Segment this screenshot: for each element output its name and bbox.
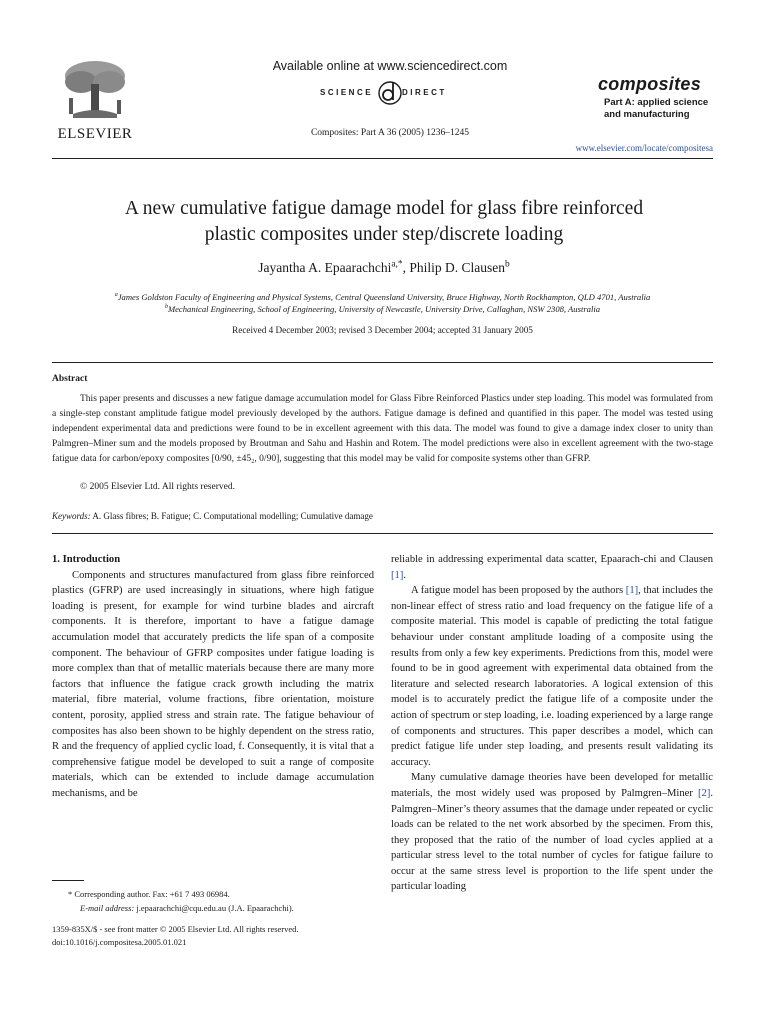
continued-text: reliable in addressing experimental data scatter, Epaarach-chi and Clausen: [391, 554, 713, 565]
article-title: [60, 196, 708, 248]
publisher-name: ELSEVIER: [57, 126, 133, 142]
abstract-copyright: © 2005 Elsevier Ltd. All rights reserved.: [80, 482, 235, 492]
email-label: E-mail address:: [80, 903, 135, 913]
author-separator: ,: [402, 260, 410, 275]
intro-paragraph-3: [391, 770, 713, 895]
journal-reference: Composites: Part A 36 (2005) 1236–1245: [310, 128, 470, 138]
journal-name: composites: [598, 74, 702, 94]
author1-affiliation-mark: a,*: [391, 259, 403, 270]
left-column: [52, 552, 374, 802]
section-heading-introduction: 1. Introduction: [52, 554, 121, 565]
tree-icon: [59, 58, 131, 124]
footnote-divider: [52, 880, 84, 881]
header-divider: [52, 158, 713, 159]
title-line-1: A new cumulative fatigue damage model for glass fibre reinforced: [124, 198, 644, 219]
keywords-label: Keywords:: [52, 511, 91, 521]
keywords-list: A. Glass fibres; B. Fatigue; C. Computational modelling; Cumulative damage: [90, 511, 373, 521]
title-line-2: plastic composites under step/discrete loading: [204, 224, 564, 245]
abstract-heading: Abstract: [52, 374, 88, 384]
affiliation-b-mark: b: [164, 304, 168, 311]
sciencedirect-d-icon: [377, 78, 403, 106]
journal-url-link[interactable]: www.elsevier.com/locate/compositesa: [575, 143, 713, 153]
abstract-text: This paper presents and discusses a new fatigue damage accumulation model for Glass Fibre Reinforced Plastics under step loading. This model was formulated from a single-step constant amplitude fatigue model previously developed by the authors. Fatigue damage is defined and quantified in this paper. The model was tested using independent experimental data and predictions were found to be in excellent agreement with this data. The model was found to give a damage index closer to unity than Palmgren–Miner sum and the models proposed by Broutman and Sahu and Hashin and Rotem. The model predictions were also in excellent agreement with the two-stage fatigue data for carbon/epoxy composites [0/90, ±45₂, 0/90], suggesting that this model may be valid for composite systems other than GFRP.: [52, 394, 713, 464]
journal-subtitle: [604, 97, 708, 121]
author-epaarachchi[interactable]: Jayantha A. Epaarachchi: [258, 260, 392, 275]
citation-2[interactable]: [2]: [698, 787, 711, 799]
journal-subtitle-line1: Part A: applied science: [604, 97, 709, 108]
journal-subtitle-line2: and manufacturing: [604, 109, 690, 120]
paragraph-3-rest: . Palmgren–Miner’s theory assumes that the damage under repeated or cyclic loads can be related to the net work absorbed by the specimen. From this, they proposed that the ratio of the number of load cycles applied at a particular stress level to the total number of cycles for fatigue failure to occur at the same stress level is proportion to the life spent under the particular loading: [391, 787, 714, 893]
continued-text-end: .: [403, 569, 407, 581]
footnote-email: [52, 902, 374, 915]
affiliation-a-text: James Goldston Faculty of Engineering and Physical Systems, Central Queensland University, Bruce Highway, North Rockhampton, QLD 4701, Australia: [117, 292, 651, 302]
author-list: [60, 260, 708, 276]
affiliation-b-text: Mechanical Engineering, School of Engineering, University of Newcastle, University Drive, Callaghan, NSW 2308, Australia: [167, 304, 601, 314]
footnote-corresponding: * Corresponding author. Fax: +61 7 493 06984.: [68, 889, 230, 899]
author-clausen[interactable]: Philip D. Clausen: [409, 260, 505, 275]
citation-1[interactable]: [1]: [391, 569, 404, 581]
paragraph-2-rest: , that includes the non-linear effect of stress ratio and load frequency on the fatigue life of a composite material. This model is capable of predicting the total fatigue behaviour under constant amplitude loading of a composite using the results from only a few key experiments. Predictions from this, model were found to be in good agreement with experimental data obtained from the literature and selected research laboratories. A logical extension of this model is to accurately predict the fatigue life of a composite under the action of spectrum or step loading, i.e. loading experienced by a large range of components and structures. This paper describes a model, which can predict fatigue life under step loading, and presents result validating its accuracy.: [391, 585, 713, 768]
paragraph-2-start: A fatigue model has been proposed by the authors: [411, 585, 624, 597]
available-online-text[interactable]: Available online at www.sciencedirect.com: [272, 59, 508, 73]
affiliation-a-mark: a: [114, 292, 118, 299]
science-word: SCIENCE: [320, 88, 374, 97]
paragraph-3-start: Many cumulative damage theories have been developed for metallic materials, the most widely used was proposed by Palmgren–Miner: [391, 772, 713, 799]
citation-1-again[interactable]: [1]: [625, 585, 639, 597]
email-address[interactable]: j.epaarachchi@cqu.edu.au (J.A. Epaarachchi).: [134, 903, 294, 913]
abstract-bottom-divider: [52, 533, 713, 534]
intro-paragraph-2: [391, 583, 713, 770]
intro-paragraph-1: Components and structures manufactured from glass fibre reinforced plastics (GFRP) are used increasingly in situations, where high fatigue loading is present, for example for wind turbine blades and aircraft components. It is therefore, important to have a fatigue damage accumulation model that accurately predicts the life span of a composite component. The behaviour of GFRP composites under fatigue loading is more complex than that of metallic materials because there are many more factors that influence the fatigue crack growth including the matrix material, fibre material, volume fractions, fibre orientation, moisture content, porosity, applied stress and strain rate. The fatigue behaviour of composites has also been shown to be highly dependent on the stress ratio, R and the frequency of applied cyclic load, f. Consequently, it is vital that a comprehensive fatigue model be developed to suit a range of composite materials, which can be extended to include damage accumulation mechanisms, and be: [52, 569, 374, 799]
right-column: [391, 552, 713, 895]
direct-word: DIRECT: [402, 88, 447, 97]
intro-paragraph-continued: [391, 552, 713, 583]
affiliation-b: [52, 304, 713, 314]
footnote-issn: 1359-835X/$ - see front matter © 2005 Elsevier Ltd. All rights reserved.: [52, 924, 299, 934]
author2-affiliation-mark: b: [505, 259, 510, 270]
sciencedirect-logo: [290, 78, 490, 108]
footnote-doi[interactable]: doi:10.1016/j.compositesa.2005.01.021: [52, 937, 187, 947]
keywords: [52, 511, 373, 521]
abstract-top-divider: [52, 362, 713, 363]
affiliation-a: [52, 292, 713, 302]
received-dates: Received 4 December 2003; revised 3 December 2004; accepted 31 January 2005: [232, 325, 533, 335]
